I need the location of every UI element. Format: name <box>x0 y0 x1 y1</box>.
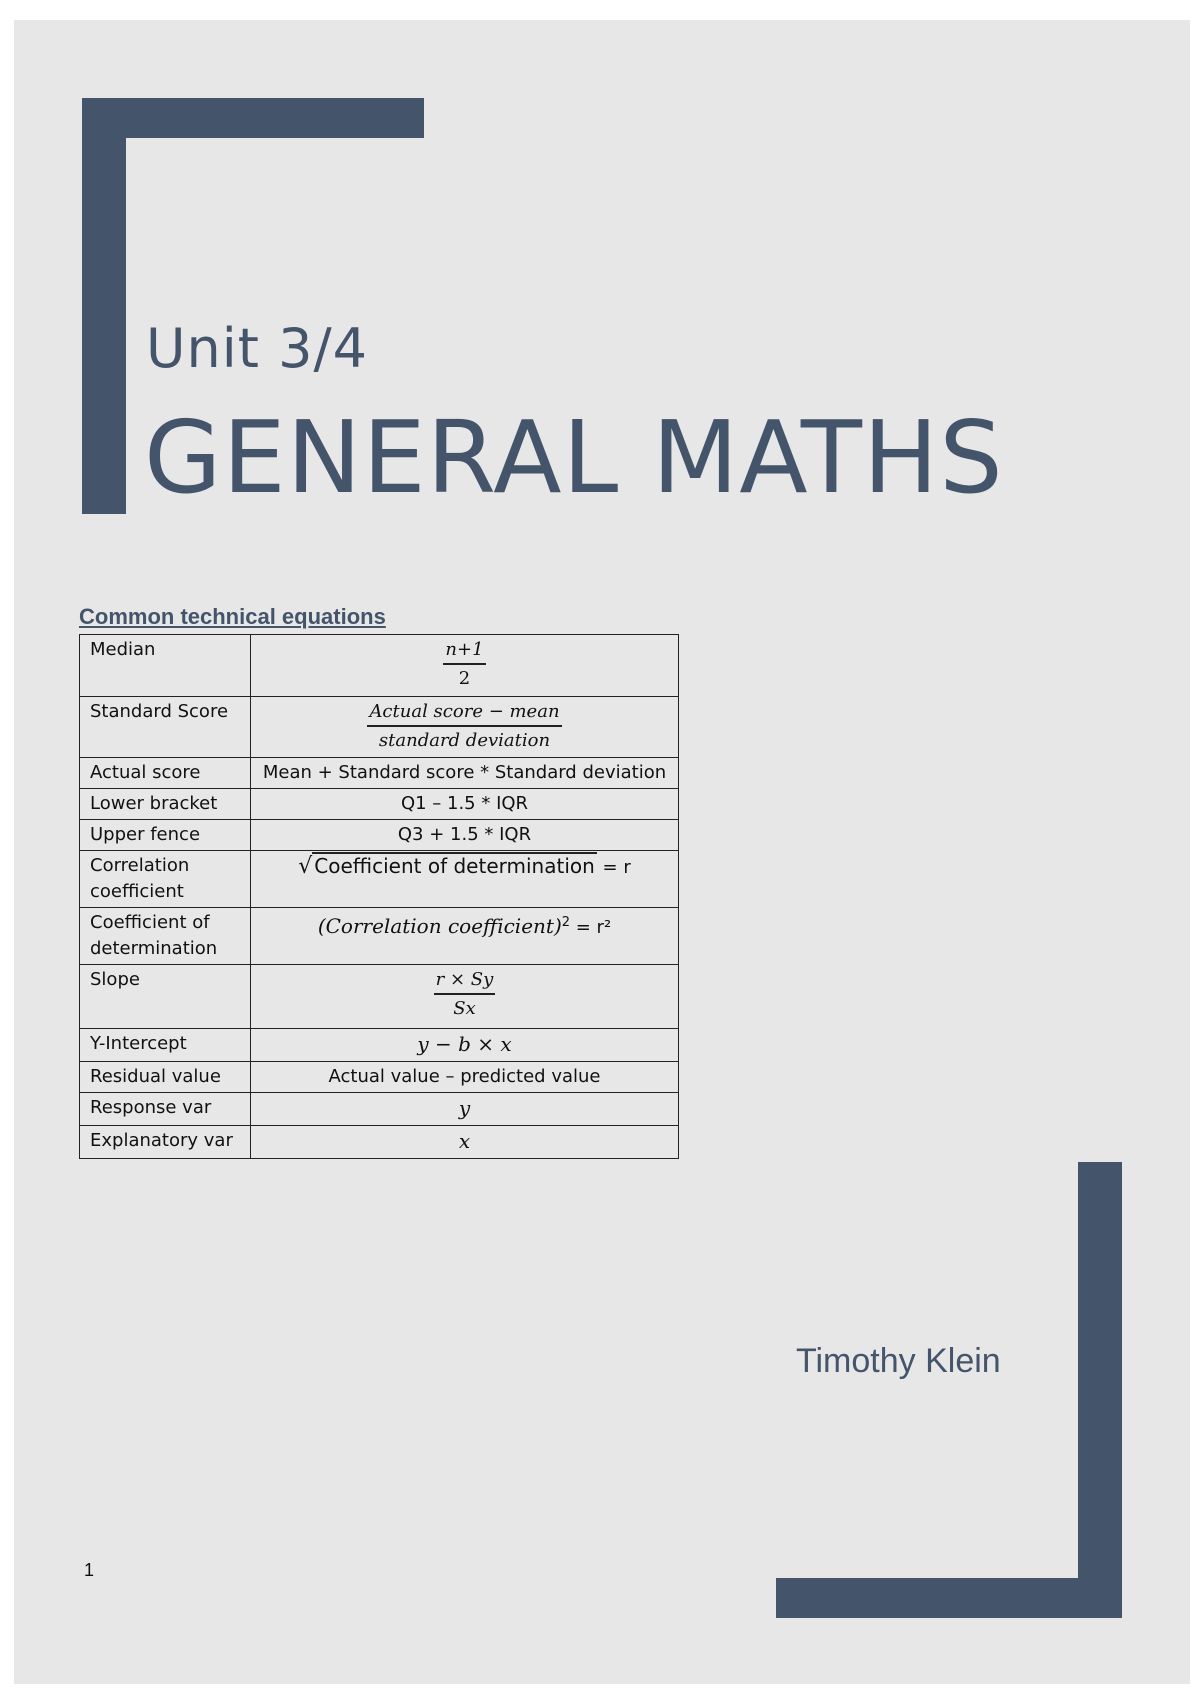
row-label: Response var <box>80 1093 251 1126</box>
row-formula: Actual value – predicted value <box>251 1062 679 1093</box>
sqrt-icon: √ <box>298 854 313 879</box>
table-row <box>80 758 679 789</box>
standard-score-fraction <box>367 699 561 755</box>
row-formula <box>251 697 679 758</box>
unit-label: Unit 3/4 <box>146 317 368 380</box>
author-name: Timothy Klein <box>796 1342 1001 1380</box>
row-formula: Q3 + 1.5 * IQR <box>251 820 679 851</box>
fraction-numerator: Actual score − mean <box>367 699 561 727</box>
table-row <box>80 635 679 697</box>
row-formula <box>251 965 679 1029</box>
row-formula: Mean + Standard score * Standard deviation <box>251 758 679 789</box>
table-row <box>80 1093 679 1126</box>
formula-exponent: 2 <box>561 915 571 930</box>
equations-table <box>79 634 679 1159</box>
formula-expression: (Correlation coefficient) <box>317 914 562 938</box>
formula-suffix: = r² <box>570 917 612 938</box>
decorative-bracket-bottom-horizontal <box>776 1578 1122 1618</box>
row-label: Slope <box>80 965 251 1029</box>
fraction-denominator: standard deviation <box>378 730 551 751</box>
row-formula <box>251 1093 679 1126</box>
median-fraction <box>443 637 485 693</box>
formula-expression: y − b × x <box>417 1032 512 1056</box>
page-number: 1 <box>84 1560 95 1580</box>
row-label: Actual score <box>80 758 251 789</box>
row-formula <box>251 1029 679 1062</box>
page-title: GENERAL MATHS <box>144 399 1004 516</box>
table-row <box>80 965 679 1029</box>
formula-expression: y <box>458 1096 471 1120</box>
row-label: Residual value <box>80 1062 251 1093</box>
row-label: Lower bracket <box>80 789 251 820</box>
table-row <box>80 908 679 965</box>
section-heading: Common technical equations <box>79 604 386 629</box>
row-label: Coefficient of determination <box>80 908 251 965</box>
fraction-numerator: n+1 <box>443 637 485 665</box>
formula-suffix: = r <box>596 857 631 878</box>
decorative-bracket-top-horizontal <box>82 98 424 138</box>
decorative-bracket-bottom-vertical <box>1078 1162 1122 1618</box>
fraction-denominator: 2 <box>458 668 471 689</box>
table-row <box>80 1029 679 1062</box>
row-label: Correlation coefficient <box>80 851 251 908</box>
sqrt-radicand: Coefficient of determination <box>314 854 595 878</box>
row-label: Upper fence <box>80 820 251 851</box>
row-formula <box>251 1126 679 1159</box>
table-row <box>80 1062 679 1093</box>
row-label: Median <box>80 635 251 697</box>
row-formula: Q1 – 1.5 * IQR <box>251 789 679 820</box>
fraction-denominator: Sx <box>453 998 476 1019</box>
slope-fraction <box>434 967 496 1023</box>
fraction-numerator: r × Sy <box>434 967 496 995</box>
formula-expression: x <box>458 1129 471 1153</box>
table-row <box>80 789 679 820</box>
decorative-bracket-top-vertical <box>82 98 126 514</box>
document-page <box>14 20 1190 1684</box>
row-label: Explanatory var <box>80 1126 251 1159</box>
row-label: Y-Intercept <box>80 1029 251 1062</box>
row-label: Standard Score <box>80 697 251 758</box>
table-row <box>80 697 679 758</box>
table-row <box>80 851 679 908</box>
table-row <box>80 820 679 851</box>
row-formula <box>251 908 679 965</box>
row-formula <box>251 635 679 697</box>
table-row <box>80 1126 679 1159</box>
row-formula <box>251 851 679 908</box>
